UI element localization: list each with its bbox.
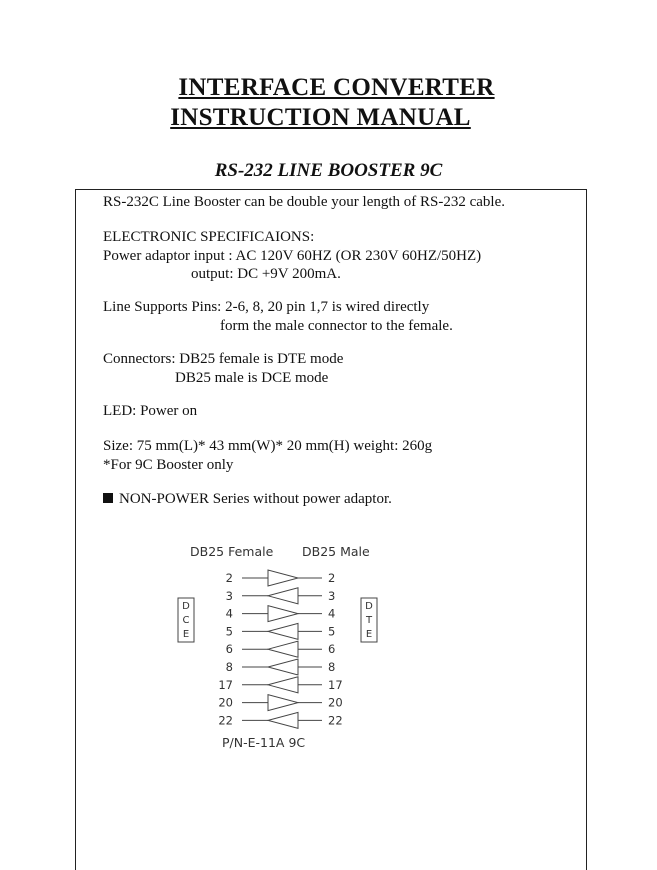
buffer-left-triangle (268, 588, 298, 604)
buffer-right-triangle (268, 606, 298, 622)
pin-label-female: 17 (218, 677, 233, 692)
buffer-right-triangle (268, 570, 298, 586)
pin-label-female: 8 (225, 660, 233, 674)
pin-label-female: 3 (225, 588, 233, 603)
dce-letter-e: E (182, 629, 190, 640)
pin-label-female: 5 (225, 624, 233, 639)
dte-letter-d: D (365, 601, 373, 612)
pin-label-female: 4 (225, 606, 233, 621)
buffer-left-triangle (268, 712, 298, 728)
pin-label-male: 6 (328, 642, 336, 657)
nonpower-text: NON-POWER Series without power adaptor. (119, 491, 392, 507)
pin-label-male: 17 (328, 677, 343, 692)
pin-label-female: 2 (225, 571, 233, 585)
pins-line-2: form the male connector to the female. (220, 318, 453, 334)
power-input-text: Power adaptor input : AC 120V 60HZ (OR 230V 60HZ/50HZ) (103, 248, 482, 264)
dte-letter-e: E (365, 629, 373, 640)
pin-label-female: 22 (218, 713, 233, 728)
pin-label-male: 5 (328, 624, 336, 639)
pin-label-male: 8 (328, 660, 336, 674)
size-note: *For 9C Booster only (103, 457, 234, 473)
pin-label-female: 6 (225, 642, 233, 657)
connectors-line-2: DB25 male is DCE mode (175, 370, 329, 386)
pin-label-male: 4 (328, 606, 336, 621)
size-text: Size: 75 mm(L)* 43 mm(W)* 20 mm(H) weight: 260g (103, 438, 433, 454)
pin-label-male: 3 (328, 588, 336, 603)
buffer-left-triangle (268, 659, 298, 675)
dce-letter-c: C (182, 615, 190, 626)
female-connector-label: DB25 Female (190, 544, 274, 559)
part-number: P/N-E-11A 9C (222, 735, 306, 750)
buffer-left-triangle (268, 641, 298, 657)
pins-line-1: Line Supports Pins: 2-6, 8, 20 pin 1,7 is wired directly (103, 299, 430, 315)
dte-letter-t: T (365, 615, 373, 626)
intro-text: RS-232C Line Booster can be double your length of RS-232 cable. (103, 194, 506, 210)
buffer-left-triangle (268, 623, 298, 639)
male-connector-label: DB25 Male (302, 544, 370, 559)
pin-label-female: 20 (218, 695, 233, 710)
pin-rows (218, 570, 342, 728)
pin-label-male: 22 (328, 713, 343, 728)
connectors-line-1: Connectors: DB25 female is DTE mode (103, 351, 344, 367)
title-line-1: INTERFACE CONVERTER (178, 74, 495, 101)
pin-label-male: 20 (328, 695, 343, 710)
pin-label-male: 2 (328, 571, 336, 585)
product-subtitle: RS-232 LINE BOOSTER 9C (214, 160, 443, 181)
title-line-2: INSTRUCTION MANUAL (170, 104, 471, 131)
buffer-right-triangle (268, 695, 298, 711)
led-text: LED: Power on (103, 403, 198, 419)
power-output-text: output: DC +9V 200mA. (191, 266, 341, 282)
buffer-left-triangle (268, 677, 298, 693)
spec-heading: ELECTRONIC SPECIFICAIONS: (103, 229, 315, 245)
dce-letter-d: D (182, 601, 190, 612)
